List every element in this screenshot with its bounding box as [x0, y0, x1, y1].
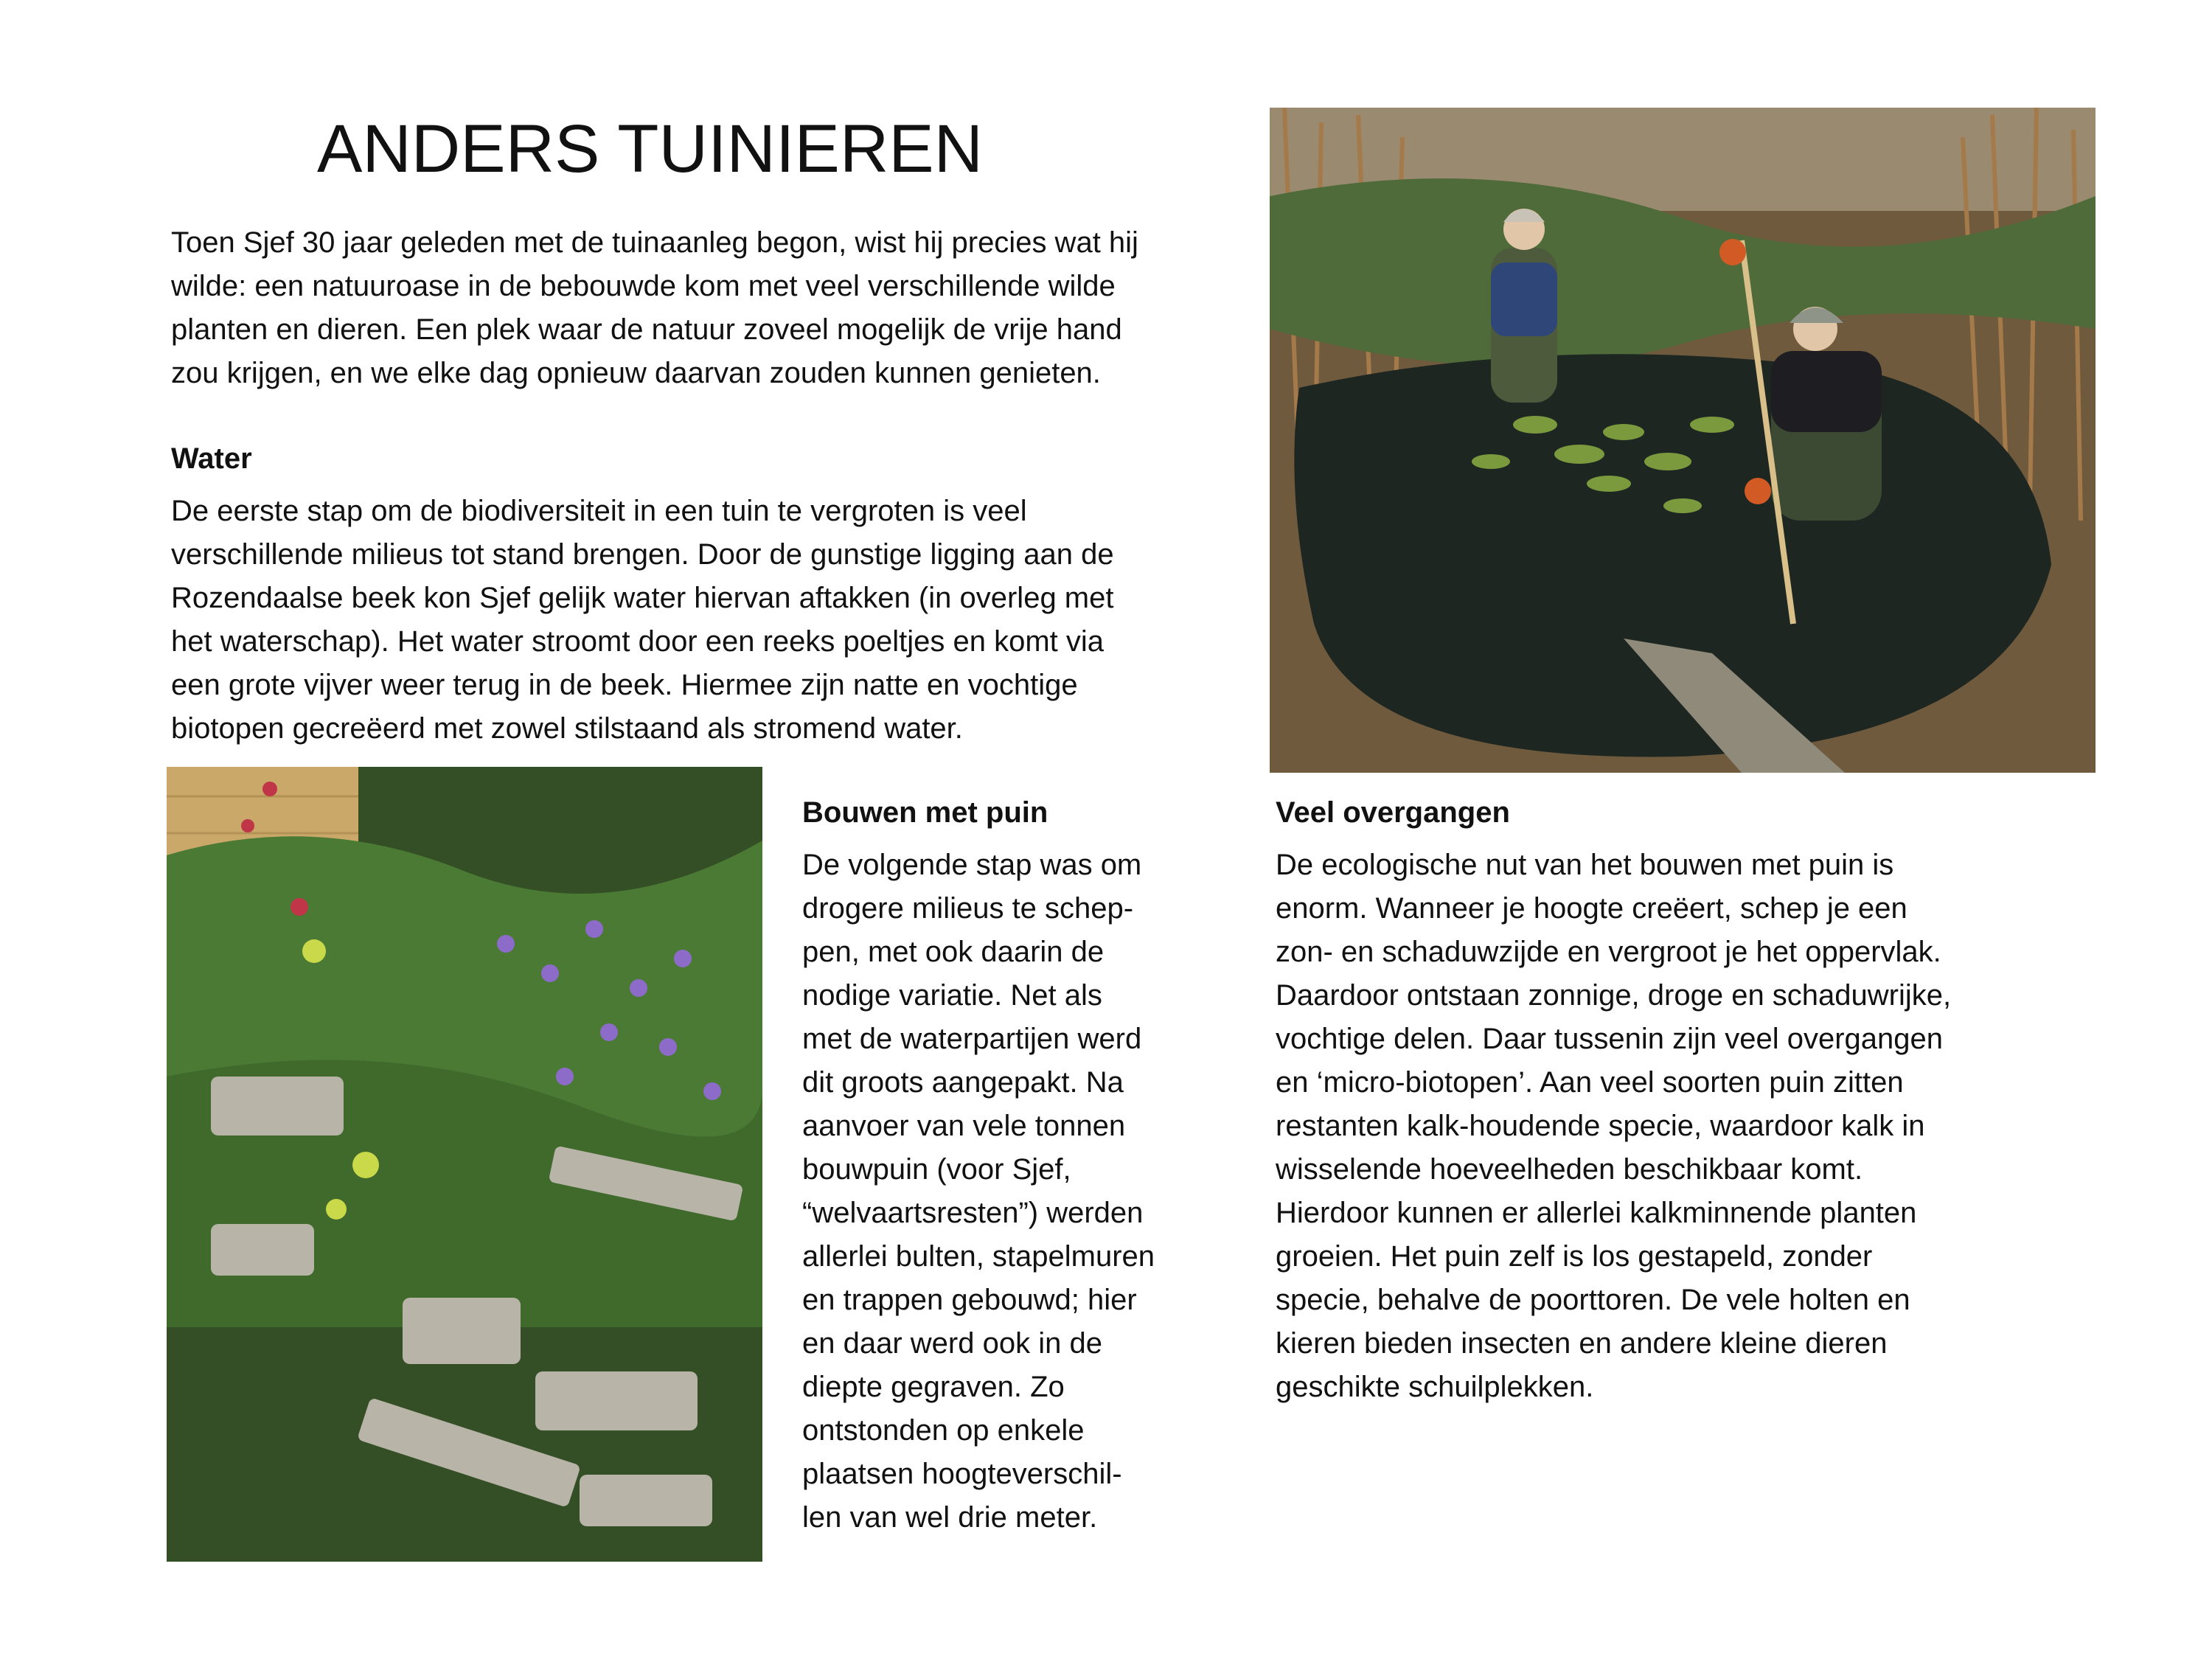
water-paragraph: [171, 490, 1262, 751]
overgangen-line: restanten kalk-houdende specie, waardoor kalk in: [1276, 1110, 1925, 1142]
water-line: een grote vijver weer terug in de beek. Hiermee zijn natte en vochtige: [171, 669, 1078, 701]
puin-line: en daar werd ook in de: [802, 1327, 1102, 1360]
overgangen-line: De ecologische nut van het bouwen met puin is: [1276, 849, 1894, 881]
water-heading: Water: [171, 442, 252, 475]
puin-line: De volgende stap was om: [802, 849, 1142, 881]
puin-line: dit groots aangepakt. Na: [802, 1066, 1124, 1099]
overgangen-paragraph: [1276, 844, 2101, 1409]
overgangen-line: Daardoor ontstaan zonnige, droge en schaduwrijke,: [1276, 979, 1952, 1012]
pond-photo: [1270, 108, 2096, 773]
rubble-photo: [167, 767, 762, 1562]
overgangen-line: geschikte schuilplekken.: [1276, 1371, 1594, 1403]
water-line: het waterschap). Het water stroomt door een reeks poeltjes en komt via: [171, 625, 1105, 658]
overgangen-heading: Veel overgangen: [1276, 796, 1510, 829]
puin-line: “welvaartsresten”) werden: [802, 1197, 1144, 1229]
puin-line: nodige variatie. Net als: [802, 979, 1102, 1012]
water-line: verschillende milieus tot stand brengen. Door de gunstige ligging aan de: [171, 538, 1114, 571]
puin-line: allerlei bulten, stapelmuren: [802, 1240, 1155, 1273]
puin-line: diepte gegraven. Zo: [802, 1371, 1065, 1403]
overgangen-line: groeien. Het puin zelf is los gestapeld, zonder: [1276, 1240, 1873, 1273]
page-title: ANDERS TUINIEREN: [317, 111, 984, 187]
water-line: biotopen gecreëerd met zowel stilstaand als stromend water.: [171, 712, 963, 745]
overgangen-line: vochtige delen. Daar tussenin zijn veel overgangen: [1276, 1023, 1944, 1055]
puin-line: met de waterpartijen werd: [802, 1023, 1142, 1055]
puin-paragraph: [802, 844, 1215, 1540]
overgangen-line: specie, behalve de poorttoren. De vele holten en: [1276, 1284, 1910, 1316]
puin-line: pen, met ook daarin de: [802, 936, 1105, 968]
water-line: Rozendaalse beek kon Sjef gelijk water hiervan aftakken (in overleg met: [171, 582, 1114, 614]
puin-line: en trappen gebouwd; hier: [802, 1284, 1137, 1316]
overgangen-line: wisselende hoeveelheden beschikbaar komt.: [1276, 1153, 1863, 1186]
intro-line: wilde: een natuuroase in de bebouwde kom met veel verschillende wilde: [171, 270, 1116, 302]
puin-line: drogere milieus te schep-: [802, 892, 1134, 925]
puin-line: ontstonden op enkele: [802, 1414, 1085, 1447]
intro-line: zou krijgen, en we elke dag opnieuw daarvan zouden kunnen genieten.: [171, 357, 1101, 389]
overgangen-line: Hierdoor kunnen er allerlei kalkminnende planten: [1276, 1197, 1917, 1229]
puin-line: plaatsen hoogteverschil-: [802, 1458, 1122, 1490]
intro-line: planten en dieren. Een plek waar de natuur zoveel mogelijk de vrije hand: [171, 313, 1122, 346]
overgangen-line: enorm. Wanneer je hoogte creëert, schep je een: [1276, 892, 1907, 925]
puin-line: aanvoer van vele tonnen: [802, 1110, 1126, 1142]
overgangen-line: en ‘micro-biotopen’. Aan veel soorten puin zitten: [1276, 1066, 1904, 1099]
intro-line: Toen Sjef 30 jaar geleden met de tuinaanleg begon, wist hij precies wat hij: [171, 226, 1138, 259]
water-line: De eerste stap om de biodiversiteit in een tuin te vergroten is veel: [171, 495, 1027, 527]
puin-line: len van wel drie meter.: [802, 1501, 1098, 1534]
overgangen-line: kieren bieden insecten en andere kleine dieren: [1276, 1327, 1888, 1360]
puin-line: bouwpuin (voor Sjef,: [802, 1153, 1071, 1186]
overgangen-line: zon- en schaduwzijde en vergroot je het oppervlak.: [1276, 936, 1941, 968]
puin-heading: Bouwen met puin: [802, 796, 1048, 829]
intro-paragraph: [171, 221, 1262, 395]
